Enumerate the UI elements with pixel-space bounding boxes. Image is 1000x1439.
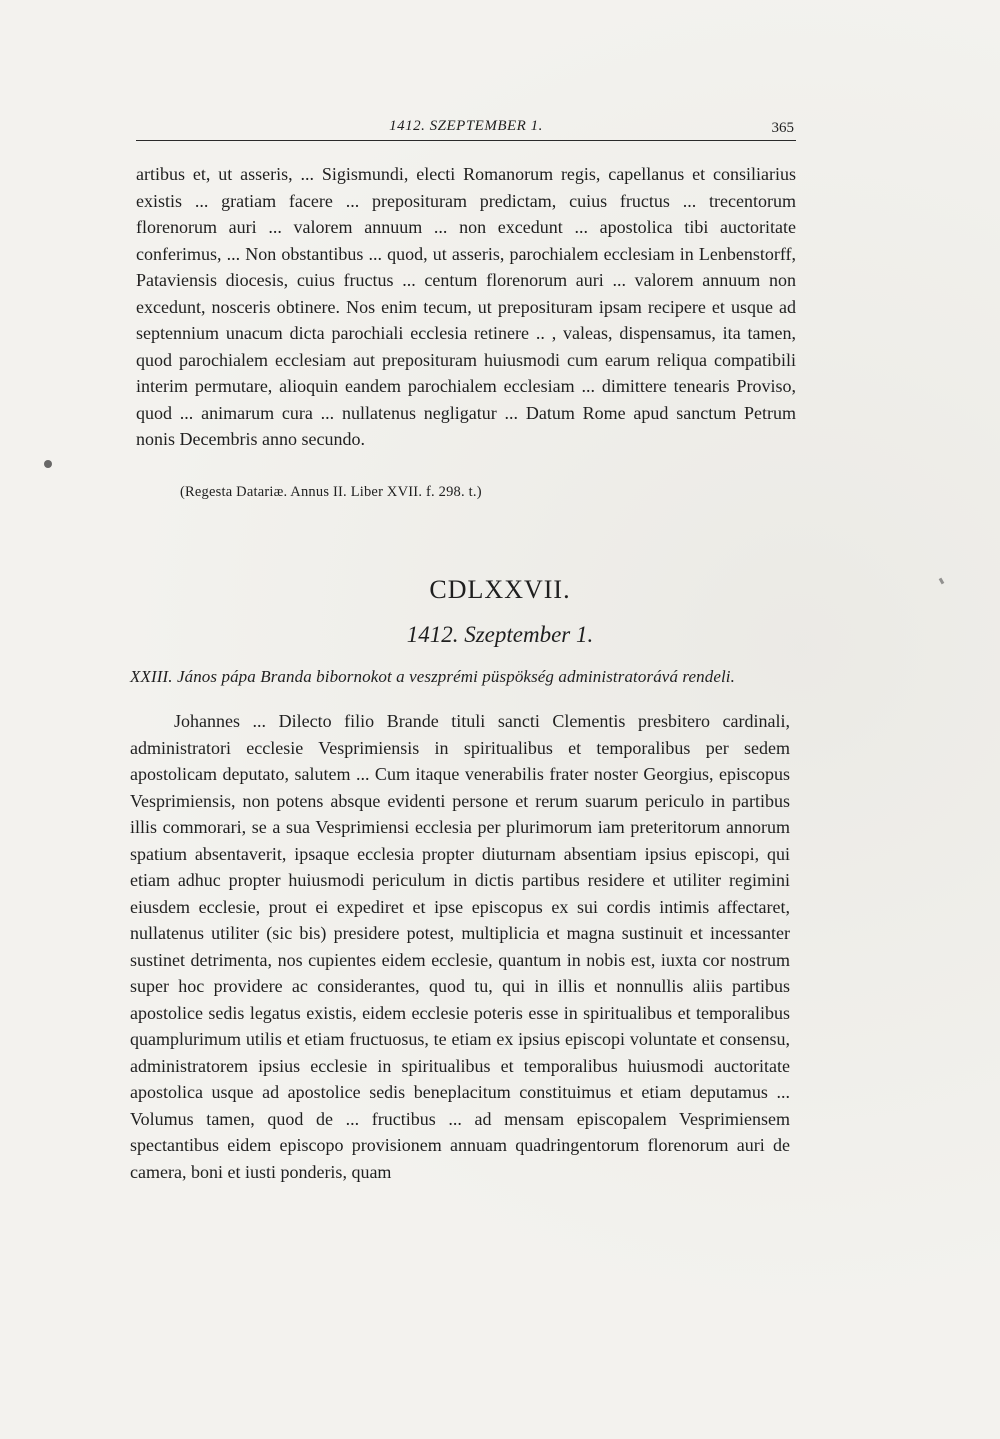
document-1-body	[136, 161, 796, 453]
document-1-text: artibus et, ut asseris, ... Sigismundi, electi Romanorum regis, capellanus et consiliarius existis ... gratiam facere ... preposituram predictam, cuius fructus ... trecentorum florenorum auri ... valorem annuum ... non excedunt ... apostolica tibi auctoritate conferimus, ... Non obstantibus ... quod, ut asseris, parochialem ecclesiam in Lenbenstorff, Pataviensis diocesis, cuius fructus ... centum florenorum auri ... valorem annuum non excedunt, nosceris obtinere. Nos enim tecum, ut preposituram ipsam recipere et usque ad septennium unacum dicta parochiali ecclesia retinere .. , valeas, dispensamus, ita tamen, quod parochialem ecclesiam aut preposituram huiusmodi cum earum reliqua compatibili interim permutare, alioquin eandem parochialem ecclesiam ... dimittere tenearis Proviso, quod ... animarum cura ... nullatenus negligatur ... Datum Rome apud sanctum Petrum nonis Decembris anno secundo.	[136, 164, 796, 449]
page-number: 365	[771, 120, 794, 136]
document-1-source: (Regesta Datariæ. Annus II. Liber XVII. f. 298. t.)	[180, 484, 482, 500]
running-header	[136, 114, 796, 142]
header-rule	[136, 140, 796, 141]
ink-speck	[44, 460, 52, 468]
document-2-summary: XXIII. János pápa Branda bibornokot a veszprémi püspökség administratorává rendeli.	[130, 667, 735, 686]
document-2-number: CDLXXVII.	[429, 575, 571, 604]
document-2-body	[130, 708, 790, 1185]
header-title: 1412. SZEPTEMBER 1.	[389, 118, 543, 134]
document-2-text: Johannes ... Dilecto filio Brande tituli sancti Clementis presbitero cardinali, administratori ecclesie Vesprimiensis in spiritualibus et temporalibus per sedem apostolicam deputato, salutem ... Cum itaque venerabilis frater noster Georgius, episcopus Vesprimiensis, non potens absque evidenti persone et rerum suarum periculo in partibus illis commorari, se a sua Vesprimiensi ecclesia per plurimorum iam preteritorum annorum spatium absentaverit, ipsaque ecclesia propter diuturnam absentiam ipsius episcopi, qui etiam adhuc propter huiusmodi periculum in dictis partibus residere et utiliter regimini eiusdem ecclesie, prout ei expediret et ipse episcopus ex sui cordis intimis affectaret, nullatenus utiliter (sic bis) presidere potest, multiplicia et magna sustinuit et incessanter sustinet detrimenta, nos cupientes eidem ecclesie, quantum in nobis est, iuxta cor nostrum super hoc providere ac considerantes, quod tu, qui in illis et nonnullis aliis partibus apostolice sedis legatus existis, eidem ecclesie poteris esse in spiritualibus et temporalibus quamplurimum utilis et etiam fructuosus, te etiam ex ipsius episcopi voluntate et consensu, administratorem ipsius ecclesie in spiritualibus et temporalibus huiusmodi auctoritate apostolica usque ad apostolice sedis beneplacitum constituimus et etiam deputamus ... Volumus tamen, quod de ... fructibus ... ad mensam episcopalem Vesprimiensem spectantibus eidem episcopo provisionem annuam quadringentorum florenorum auri de camera, boni et iusti ponderis, quam	[130, 711, 790, 1182]
document-2-date: 1412. Szeptember 1.	[406, 622, 594, 647]
